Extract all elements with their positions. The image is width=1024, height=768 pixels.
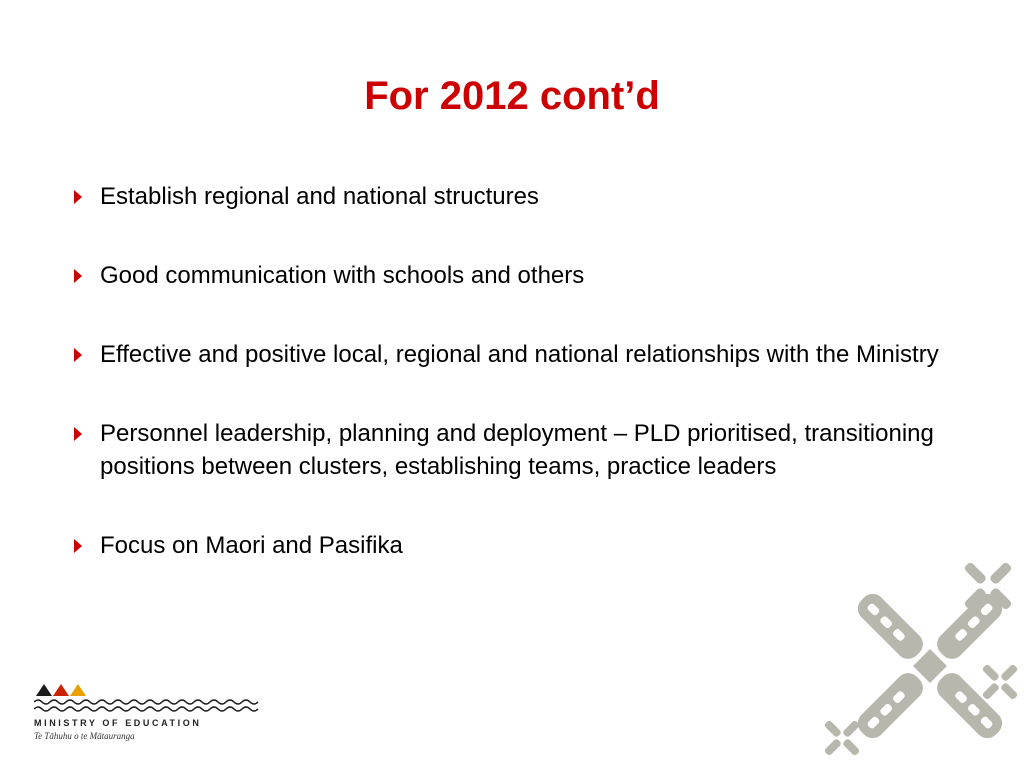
bullet-text: Establish regional and national structures	[100, 183, 539, 210]
bullet-text: Personnel leadership, planning and deployment – PLD prioritised, transitioning positions between clusters, establishing teams, practice leaders	[100, 420, 934, 480]
bullet-arrow-icon	[74, 269, 82, 283]
bullet-item	[68, 180, 968, 213]
bullet-item	[68, 417, 968, 483]
slide-title: For 2012 cont’d	[364, 74, 660, 118]
bullet-arrow-icon	[74, 427, 82, 441]
bullet-list	[68, 180, 968, 608]
bullet-text: Good communication with schools and others	[100, 262, 585, 289]
ministry-logo	[34, 684, 264, 744]
ministry-name: MINISTRY OF EDUCATION	[34, 718, 202, 728]
ministry-logo-mark-icon	[34, 684, 264, 718]
ministry-maori-name: Te Tāhuhu o te Mātauranga	[34, 731, 135, 741]
decorative-pattern-icon	[812, 548, 1024, 768]
bullet-arrow-icon	[74, 539, 82, 553]
bullet-item	[68, 259, 968, 292]
bullet-text: Effective and positive local, regional and national relationships with the Ministry	[100, 341, 939, 368]
bullet-arrow-icon	[74, 348, 82, 362]
bullet-item	[68, 338, 968, 371]
bullet-arrow-icon	[74, 190, 82, 204]
bullet-text: Focus on Maori and Pasifika	[100, 532, 403, 559]
